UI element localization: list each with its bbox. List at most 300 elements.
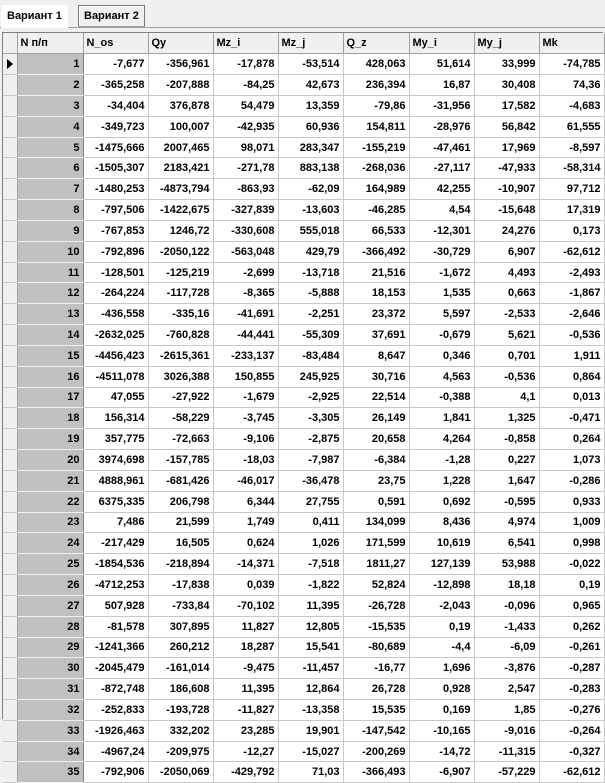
row-number-cell[interactable]: 1 — [17, 54, 83, 75]
data-cell[interactable]: 0,663 — [474, 283, 539, 304]
data-cell[interactable]: -2615,361 — [148, 345, 213, 366]
data-cell[interactable]: 6,907 — [474, 241, 539, 262]
data-cell[interactable]: -47,461 — [409, 137, 474, 158]
data-cell[interactable]: 98,071 — [213, 137, 278, 158]
data-cell[interactable]: 18,153 — [343, 283, 409, 304]
data-cell[interactable]: -46,017 — [213, 470, 278, 491]
data-cell[interactable]: -1475,666 — [83, 137, 148, 158]
row-indicator-cell[interactable] — [3, 720, 17, 741]
data-cell[interactable]: 164,989 — [343, 179, 409, 200]
row-indicator-cell[interactable] — [3, 637, 17, 658]
data-cell[interactable]: -349,723 — [83, 116, 148, 137]
data-cell[interactable]: 5,621 — [474, 325, 539, 346]
data-cell[interactable]: -18,03 — [213, 450, 278, 471]
data-cell[interactable]: 507,928 — [83, 595, 148, 616]
data-cell[interactable]: 2,547 — [474, 679, 539, 700]
data-cell[interactable]: -1480,253 — [83, 179, 148, 200]
data-cell[interactable]: 4888,961 — [83, 470, 148, 491]
data-cell[interactable]: -2045,479 — [83, 658, 148, 679]
data-cell[interactable]: 357,775 — [83, 429, 148, 450]
data-cell[interactable]: -36,478 — [278, 470, 343, 491]
data-cell[interactable]: 156,314 — [83, 408, 148, 429]
data-cell[interactable]: 236,394 — [343, 75, 409, 96]
table-row[interactable] — [3, 512, 604, 533]
data-cell[interactable]: 18,287 — [213, 637, 278, 658]
row-indicator-cell[interactable] — [3, 325, 17, 346]
data-cell[interactable]: -1926,463 — [83, 720, 148, 741]
row-number-cell[interactable]: 5 — [17, 137, 83, 158]
data-cell[interactable]: -7,677 — [83, 54, 148, 75]
data-cell[interactable]: -6,907 — [409, 762, 474, 783]
row-indicator-cell[interactable] — [3, 54, 17, 75]
data-cell[interactable]: 1,073 — [539, 450, 604, 471]
row-number-cell[interactable]: 14 — [17, 325, 83, 346]
data-cell[interactable]: 1,009 — [539, 512, 604, 533]
data-cell[interactable]: -9,475 — [213, 658, 278, 679]
data-cell[interactable]: -0,264 — [539, 720, 604, 741]
column-header[interactable]: N п/п — [17, 33, 83, 54]
data-cell[interactable]: -55,309 — [278, 325, 343, 346]
row-indicator-cell[interactable] — [3, 137, 17, 158]
row-number-cell[interactable]: 4 — [17, 116, 83, 137]
data-cell[interactable]: -0,261 — [539, 637, 604, 658]
data-cell[interactable]: -13,603 — [278, 200, 343, 221]
row-indicator-cell[interactable] — [3, 429, 17, 450]
data-cell[interactable]: 0,039 — [213, 575, 278, 596]
data-cell[interactable]: -84,25 — [213, 75, 278, 96]
row-number-cell[interactable]: 8 — [17, 200, 83, 221]
row-number-cell[interactable]: 24 — [17, 533, 83, 554]
data-cell[interactable]: 16,87 — [409, 75, 474, 96]
row-number-cell[interactable]: 6 — [17, 158, 83, 179]
data-cell[interactable]: 8,436 — [409, 512, 474, 533]
data-cell[interactable]: -0,471 — [539, 408, 604, 429]
data-cell[interactable]: -4,4 — [409, 637, 474, 658]
column-header[interactable]: Q_z — [343, 33, 409, 54]
data-cell[interactable]: -733,84 — [148, 595, 213, 616]
data-cell[interactable]: 1,325 — [474, 408, 539, 429]
table-row[interactable] — [3, 470, 604, 491]
data-cell[interactable]: 0,965 — [539, 595, 604, 616]
row-number-cell[interactable]: 10 — [17, 241, 83, 262]
data-cell[interactable]: -14,72 — [409, 741, 474, 762]
data-cell[interactable]: -161,014 — [148, 658, 213, 679]
data-cell[interactable]: 429,79 — [278, 241, 343, 262]
row-indicator-cell[interactable] — [3, 741, 17, 762]
row-indicator-cell[interactable] — [3, 533, 17, 554]
data-cell[interactable]: 0,933 — [539, 491, 604, 512]
data-cell[interactable]: -30,729 — [409, 241, 474, 262]
data-cell[interactable]: -335,16 — [148, 304, 213, 325]
tab-variant-2[interactable]: Вариант 2 — [78, 5, 145, 27]
table-row[interactable] — [3, 533, 604, 554]
data-cell[interactable]: -62,09 — [278, 179, 343, 200]
data-cell[interactable]: 100,007 — [148, 116, 213, 137]
data-cell[interactable]: 19,901 — [278, 720, 343, 741]
row-number-cell[interactable]: 18 — [17, 408, 83, 429]
data-cell[interactable]: 307,895 — [148, 616, 213, 637]
data-cell[interactable]: 30,408 — [474, 75, 539, 96]
row-indicator-cell[interactable] — [3, 575, 17, 596]
data-cell[interactable]: 11,395 — [213, 679, 278, 700]
data-cell[interactable]: -17,878 — [213, 54, 278, 75]
column-header[interactable]: Mk — [539, 33, 604, 54]
table-row[interactable] — [3, 262, 604, 283]
data-cell[interactable]: -2632,025 — [83, 325, 148, 346]
row-number-cell[interactable]: 20 — [17, 450, 83, 471]
data-cell[interactable]: -6,384 — [343, 450, 409, 471]
data-cell[interactable]: 0,262 — [539, 616, 604, 637]
data-cell[interactable]: -157,785 — [148, 450, 213, 471]
data-cell[interactable]: 1,228 — [409, 470, 474, 491]
row-indicator-cell[interactable] — [3, 116, 17, 137]
data-cell[interactable]: -563,048 — [213, 241, 278, 262]
row-indicator-cell[interactable] — [3, 387, 17, 408]
data-cell[interactable]: -79,86 — [343, 95, 409, 116]
row-number-cell[interactable]: 3 — [17, 95, 83, 116]
data-cell[interactable]: -8,597 — [539, 137, 604, 158]
data-cell[interactable]: 15,541 — [278, 637, 343, 658]
data-cell[interactable]: -366,493 — [343, 762, 409, 783]
data-cell[interactable]: -5,888 — [278, 283, 343, 304]
data-cell[interactable]: -3,745 — [213, 408, 278, 429]
row-indicator-cell[interactable] — [3, 200, 17, 221]
data-cell[interactable]: -34,404 — [83, 95, 148, 116]
data-cell[interactable]: -436,558 — [83, 304, 148, 325]
data-cell[interactable]: -58,229 — [148, 408, 213, 429]
data-cell[interactable]: 97,712 — [539, 179, 604, 200]
data-cell[interactable]: -4873,794 — [148, 179, 213, 200]
data-cell[interactable]: 51,614 — [409, 54, 474, 75]
data-cell[interactable]: -863,93 — [213, 179, 278, 200]
data-cell[interactable]: -429,792 — [213, 762, 278, 783]
data-cell[interactable]: -4456,423 — [83, 345, 148, 366]
data-cell[interactable]: 18,18 — [474, 575, 539, 596]
data-cell[interactable]: 22,514 — [343, 387, 409, 408]
data-cell[interactable]: -2,646 — [539, 304, 604, 325]
data-cell[interactable]: 12,805 — [278, 616, 343, 637]
row-number-cell[interactable]: 13 — [17, 304, 83, 325]
table-row[interactable] — [3, 658, 604, 679]
data-cell[interactable]: 1,026 — [278, 533, 343, 554]
table-row[interactable] — [3, 116, 604, 137]
data-cell[interactable]: 5,597 — [409, 304, 474, 325]
table-row[interactable] — [3, 304, 604, 325]
data-cell[interactable]: 53,988 — [474, 554, 539, 575]
data-cell[interactable]: 0,173 — [539, 220, 604, 241]
row-indicator-cell[interactable] — [3, 512, 17, 533]
data-cell[interactable]: 52,824 — [343, 575, 409, 596]
data-cell[interactable]: 245,925 — [278, 366, 343, 387]
data-cell[interactable]: -217,429 — [83, 533, 148, 554]
data-cell[interactable]: 134,099 — [343, 512, 409, 533]
data-cell[interactable]: 17,969 — [474, 137, 539, 158]
data-cell[interactable]: -80,689 — [343, 637, 409, 658]
data-cell[interactable]: -81,578 — [83, 616, 148, 637]
row-number-cell[interactable]: 31 — [17, 679, 83, 700]
table-row[interactable] — [3, 95, 604, 116]
data-cell[interactable]: 13,359 — [278, 95, 343, 116]
table-row[interactable] — [3, 366, 604, 387]
data-cell[interactable]: 0,864 — [539, 366, 604, 387]
data-cell[interactable]: -252,833 — [83, 700, 148, 721]
data-cell[interactable]: -70,102 — [213, 595, 278, 616]
table-row[interactable] — [3, 554, 604, 575]
row-number-cell[interactable]: 17 — [17, 387, 83, 408]
data-cell[interactable]: 33,999 — [474, 54, 539, 75]
data-cell[interactable]: 4,54 — [409, 200, 474, 221]
data-cell[interactable]: 11,395 — [278, 595, 343, 616]
data-cell[interactable]: -760,828 — [148, 325, 213, 346]
row-number-cell[interactable]: 15 — [17, 345, 83, 366]
table-row[interactable] — [3, 408, 604, 429]
data-cell[interactable]: -872,748 — [83, 679, 148, 700]
data-cell[interactable]: -4,683 — [539, 95, 604, 116]
row-indicator-cell[interactable] — [3, 345, 17, 366]
data-cell[interactable]: 4,1 — [474, 387, 539, 408]
data-cell[interactable]: 1,647 — [474, 470, 539, 491]
data-cell[interactable]: 332,202 — [148, 720, 213, 741]
table-row[interactable] — [3, 720, 604, 741]
row-indicator-cell[interactable] — [3, 158, 17, 179]
row-indicator-cell[interactable] — [3, 700, 17, 721]
table-row[interactable] — [3, 429, 604, 450]
row-number-cell[interactable]: 27 — [17, 595, 83, 616]
data-cell[interactable]: 127,139 — [409, 554, 474, 575]
data-cell[interactable]: -6,09 — [474, 637, 539, 658]
data-cell[interactable]: -0,536 — [539, 325, 604, 346]
row-number-cell[interactable]: 12 — [17, 283, 83, 304]
data-cell[interactable]: -53,514 — [278, 54, 343, 75]
data-cell[interactable]: -13,718 — [278, 262, 343, 283]
table-row[interactable] — [3, 700, 604, 721]
row-indicator-cell[interactable] — [3, 450, 17, 471]
data-cell[interactable]: 71,03 — [278, 762, 343, 783]
data-cell[interactable]: 61,555 — [539, 116, 604, 137]
data-cell[interactable]: 1811,27 — [343, 554, 409, 575]
data-cell[interactable]: 1,749 — [213, 512, 278, 533]
row-number-cell[interactable]: 29 — [17, 637, 83, 658]
data-cell[interactable]: -2,533 — [474, 304, 539, 325]
data-cell[interactable]: 0,346 — [409, 345, 474, 366]
data-cell[interactable]: 4,264 — [409, 429, 474, 450]
data-cell[interactable]: 3974,698 — [83, 450, 148, 471]
data-cell[interactable]: 26,149 — [343, 408, 409, 429]
data-cell[interactable]: 376,878 — [148, 95, 213, 116]
row-number-cell[interactable]: 34 — [17, 741, 83, 762]
data-cell[interactable]: -200,269 — [343, 741, 409, 762]
data-cell[interactable]: 0,701 — [474, 345, 539, 366]
column-header[interactable]: N_os — [83, 33, 148, 54]
data-cell[interactable]: 30,716 — [343, 366, 409, 387]
data-cell[interactable]: 0,169 — [409, 700, 474, 721]
row-number-cell[interactable]: 9 — [17, 220, 83, 241]
data-cell[interactable]: 7,486 — [83, 512, 148, 533]
data-cell[interactable]: -0,283 — [539, 679, 604, 700]
data-cell[interactable]: -16,77 — [343, 658, 409, 679]
data-cell[interactable]: -15,648 — [474, 200, 539, 221]
data-cell[interactable]: 2007,465 — [148, 137, 213, 158]
data-cell[interactable]: -2,699 — [213, 262, 278, 283]
table-row[interactable] — [3, 283, 604, 304]
data-cell[interactable]: -264,224 — [83, 283, 148, 304]
data-cell[interactable]: 23,372 — [343, 304, 409, 325]
row-number-cell[interactable]: 25 — [17, 554, 83, 575]
data-cell[interactable]: 555,018 — [278, 220, 343, 241]
data-cell[interactable]: -2,875 — [278, 429, 343, 450]
data-cell[interactable]: -3,305 — [278, 408, 343, 429]
data-cell[interactable]: 0,998 — [539, 533, 604, 554]
data-cell[interactable]: -1241,366 — [83, 637, 148, 658]
data-cell[interactable]: -12,301 — [409, 220, 474, 241]
data-cell[interactable]: 186,608 — [148, 679, 213, 700]
data-cell[interactable]: -233,137 — [213, 345, 278, 366]
row-indicator-cell[interactable] — [3, 616, 17, 637]
data-cell[interactable]: 150,855 — [213, 366, 278, 387]
data-cell[interactable]: -41,691 — [213, 304, 278, 325]
data-cell[interactable]: -1,679 — [213, 387, 278, 408]
data-cell[interactable]: 27,755 — [278, 491, 343, 512]
data-cell[interactable]: -13,358 — [278, 700, 343, 721]
column-header[interactable]: Mz_i — [213, 33, 278, 54]
data-cell[interactable]: -193,728 — [148, 700, 213, 721]
row-indicator-cell[interactable] — [3, 179, 17, 200]
data-cell[interactable]: 4,974 — [474, 512, 539, 533]
data-cell[interactable]: 3026,388 — [148, 366, 213, 387]
table-row[interactable] — [3, 179, 604, 200]
data-cell[interactable]: -0,388 — [409, 387, 474, 408]
data-cell[interactable]: -1,867 — [539, 283, 604, 304]
data-cell[interactable]: -8,365 — [213, 283, 278, 304]
data-cell[interactable]: -0,595 — [474, 491, 539, 512]
data-cell[interactable]: 21,599 — [148, 512, 213, 533]
table-row[interactable] — [3, 241, 604, 262]
data-cell[interactable]: -0,287 — [539, 658, 604, 679]
table-row[interactable] — [3, 616, 604, 637]
data-cell[interactable]: -330,608 — [213, 220, 278, 241]
data-cell[interactable]: -797,506 — [83, 200, 148, 221]
row-indicator-cell[interactable] — [3, 304, 17, 325]
data-cell[interactable]: -0,679 — [409, 325, 474, 346]
table-row[interactable] — [3, 158, 604, 179]
data-cell[interactable]: 0,013 — [539, 387, 604, 408]
data-cell[interactable]: -17,838 — [148, 575, 213, 596]
table-row[interactable] — [3, 491, 604, 512]
table-row[interactable] — [3, 679, 604, 700]
data-cell[interactable]: 2183,421 — [148, 158, 213, 179]
table-row[interactable] — [3, 450, 604, 471]
data-cell[interactable]: -57,229 — [474, 762, 539, 783]
data-cell[interactable]: -58,314 — [539, 158, 604, 179]
table-row[interactable] — [3, 575, 604, 596]
data-cell[interactable]: -0,858 — [474, 429, 539, 450]
data-cell[interactable]: -72,663 — [148, 429, 213, 450]
data-cell[interactable]: -147,542 — [343, 720, 409, 741]
data-cell[interactable]: -366,492 — [343, 241, 409, 262]
table-row[interactable] — [3, 75, 604, 96]
data-cell[interactable]: -26,728 — [343, 595, 409, 616]
data-cell[interactable]: -128,501 — [83, 262, 148, 283]
data-cell[interactable]: 60,936 — [278, 116, 343, 137]
data-cell[interactable]: 6,344 — [213, 491, 278, 512]
data-cell[interactable]: 0,624 — [213, 533, 278, 554]
data-cell[interactable]: 0,19 — [409, 616, 474, 637]
data-cell[interactable]: -767,853 — [83, 220, 148, 241]
data-cell[interactable]: -792,896 — [83, 241, 148, 262]
data-cell[interactable]: 66,533 — [343, 220, 409, 241]
data-cell[interactable]: -271,78 — [213, 158, 278, 179]
data-cell[interactable]: -62,612 — [539, 762, 604, 783]
table-row[interactable] — [3, 637, 604, 658]
column-header[interactable]: My_i — [409, 33, 474, 54]
row-indicator-cell[interactable] — [3, 491, 17, 512]
data-cell[interactable]: 1,85 — [474, 700, 539, 721]
data-cell[interactable]: -1,28 — [409, 450, 474, 471]
row-number-cell[interactable]: 16 — [17, 366, 83, 387]
data-cell[interactable]: 24,276 — [474, 220, 539, 241]
data-cell[interactable]: 23,285 — [213, 720, 278, 741]
data-cell[interactable]: 6375,335 — [83, 491, 148, 512]
data-cell[interactable]: 20,658 — [343, 429, 409, 450]
data-cell[interactable]: -1,433 — [474, 616, 539, 637]
data-cell[interactable]: -365,258 — [83, 75, 148, 96]
data-cell[interactable]: -28,976 — [409, 116, 474, 137]
row-number-cell[interactable]: 11 — [17, 262, 83, 283]
row-number-cell[interactable]: 21 — [17, 470, 83, 491]
data-cell[interactable]: -2050,069 — [148, 762, 213, 783]
data-cell[interactable]: -125,219 — [148, 262, 213, 283]
row-indicator-cell[interactable] — [3, 408, 17, 429]
data-cell[interactable]: -11,315 — [474, 741, 539, 762]
data-cell[interactable]: -11,827 — [213, 700, 278, 721]
data-cell[interactable]: -207,888 — [148, 75, 213, 96]
data-cell[interactable]: -0,536 — [474, 366, 539, 387]
row-number-cell[interactable]: 23 — [17, 512, 83, 533]
table-row[interactable] — [3, 741, 604, 762]
row-indicator-cell[interactable] — [3, 75, 17, 96]
table-row[interactable] — [3, 200, 604, 221]
tab-variant-1[interactable]: Вариант 1 — [1, 5, 68, 28]
row-indicator-cell[interactable] — [3, 658, 17, 679]
data-cell[interactable]: -1422,675 — [148, 200, 213, 221]
data-cell[interactable]: 42,255 — [409, 179, 474, 200]
data-cell[interactable]: 428,063 — [343, 54, 409, 75]
table-row[interactable] — [3, 595, 604, 616]
data-cell[interactable]: 17,582 — [474, 95, 539, 116]
data-cell[interactable]: -268,036 — [343, 158, 409, 179]
table-row[interactable] — [3, 345, 604, 366]
data-cell[interactable]: 74,36 — [539, 75, 604, 96]
data-cell[interactable]: -42,935 — [213, 116, 278, 137]
row-indicator-cell[interactable] — [3, 366, 17, 387]
data-cell[interactable]: -12,27 — [213, 741, 278, 762]
data-cell[interactable]: 0,227 — [474, 450, 539, 471]
data-cell[interactable]: 1,535 — [409, 283, 474, 304]
data-cell[interactable]: -0,276 — [539, 700, 604, 721]
data-cell[interactable]: 17,319 — [539, 200, 604, 221]
data-cell[interactable]: 0,19 — [539, 575, 604, 596]
row-indicator-cell[interactable] — [3, 95, 17, 116]
table-row[interactable] — [3, 137, 604, 158]
table-row[interactable] — [3, 762, 604, 783]
row-number-cell[interactable]: 33 — [17, 720, 83, 741]
data-cell[interactable]: -7,518 — [278, 554, 343, 575]
data-cell[interactable]: 21,516 — [343, 262, 409, 283]
row-indicator-cell[interactable] — [3, 595, 17, 616]
data-cell[interactable]: -15,535 — [343, 616, 409, 637]
row-indicator-cell[interactable] — [3, 283, 17, 304]
data-cell[interactable]: -0,096 — [474, 595, 539, 616]
